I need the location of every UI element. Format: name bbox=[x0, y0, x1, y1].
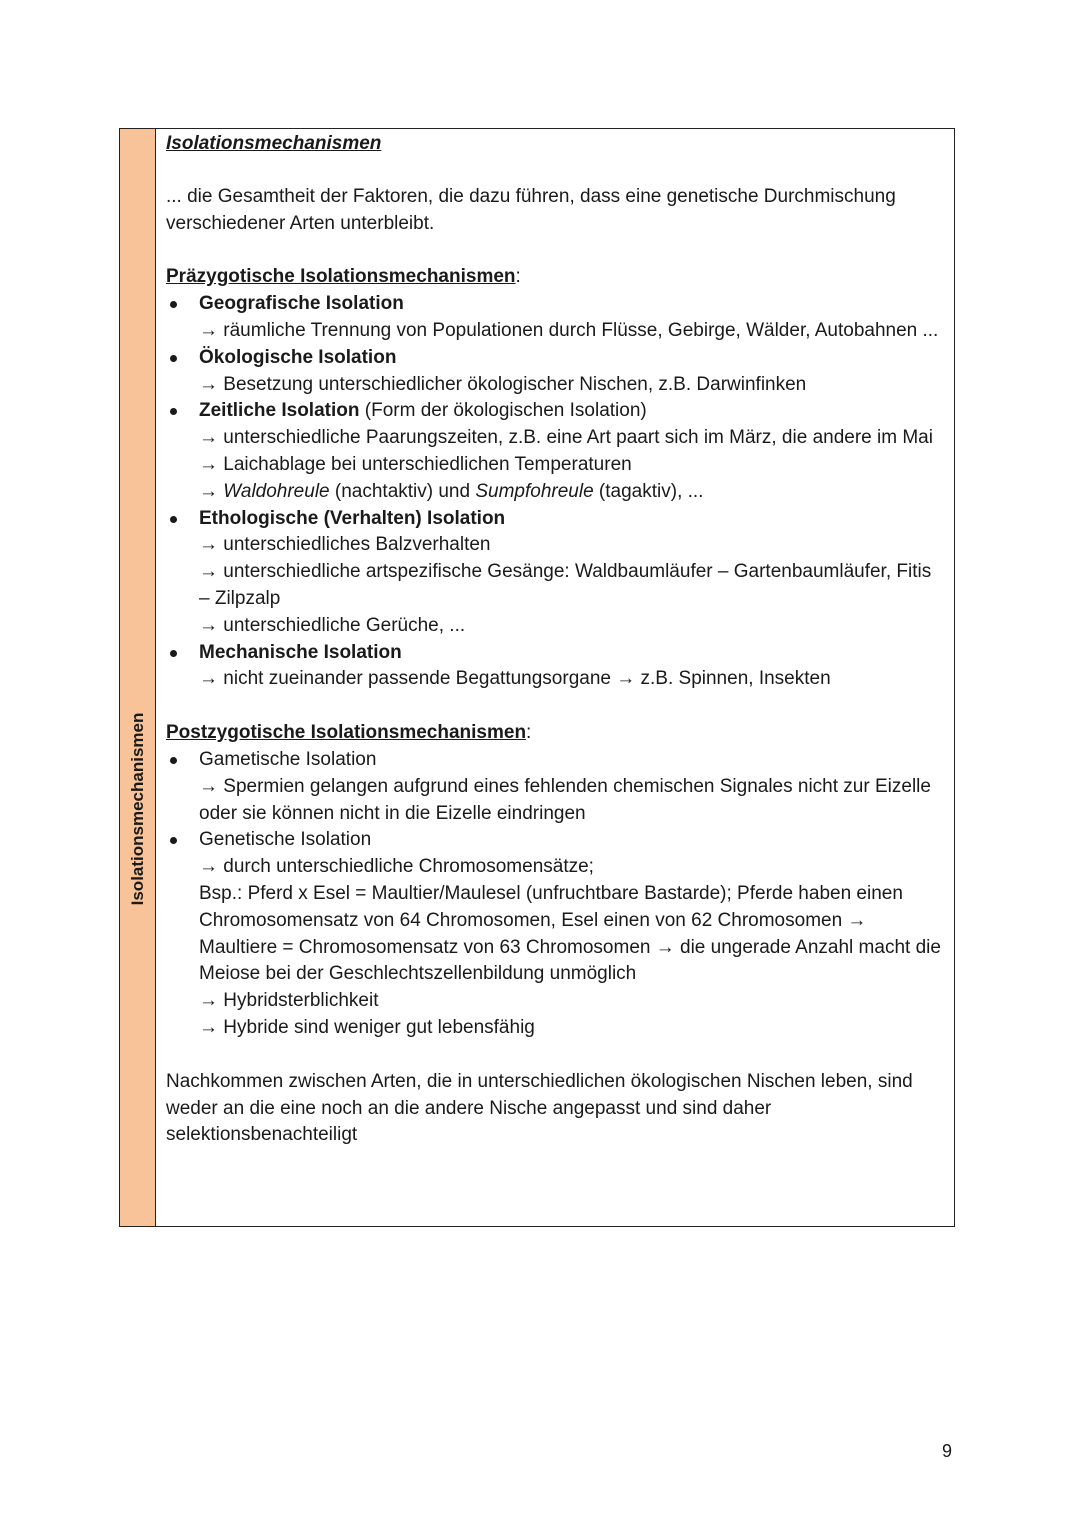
sidebar bbox=[120, 129, 156, 1226]
item-title: Mechanische Isolation bbox=[199, 641, 402, 663]
item-line: → unterschiedliches Balzverhalten bbox=[199, 534, 491, 556]
list-item-geografisch bbox=[166, 291, 944, 345]
item-line: → unterschiedliche Gerüche, ... bbox=[199, 614, 466, 636]
list-item-mechanisch bbox=[166, 640, 944, 694]
list-item-ethologisch bbox=[166, 506, 944, 640]
owl-end: (tagaktiv), ... bbox=[593, 480, 704, 502]
closing-text: Nachkommen zwischen Arten, die in unterschiedlichen ökologischen Nischen leben, sind weder an die eine noch an die andere Nische angepasst und sind daher selektionsbenachteiligt bbox=[166, 1070, 913, 1146]
list-item-zeitlich bbox=[166, 398, 944, 505]
species-waldohreule: Waldohreule bbox=[223, 480, 330, 502]
item-line: → nicht zueinander passende Begattungsorgane → z.B. Spinnen, Insekten bbox=[199, 668, 831, 690]
prezygotic-heading bbox=[166, 264, 944, 291]
owl-line bbox=[199, 479, 944, 506]
postzygotic-list bbox=[166, 747, 944, 1042]
owl-arrow: → bbox=[199, 480, 224, 502]
postzygotic-heading bbox=[166, 720, 944, 747]
intro-text: ... die Gesamtheit der Faktoren, die dazu führen, dass eine genetische Durchmischung verschiedener Arten unterbleibt. bbox=[166, 185, 896, 234]
page-number: 9 bbox=[942, 1441, 953, 1461]
item-line: → unterschiedliche artspezifische Gesänge: Waldbaumläufer – Gartenbaumläufer, Fitis – Zilpzalp bbox=[199, 561, 932, 609]
postzygotic-heading-text: Postzygotische Isolationsmechanismen bbox=[166, 722, 527, 744]
item-line: → unterschiedliche Paarungszeiten, z.B. eine Art paart sich im März, die andere im Mai bbox=[199, 427, 933, 449]
prezygotic-list bbox=[166, 291, 944, 693]
item-line: → Besetzung unterschiedlicher ökologischer Nischen, z.B. Darwinfinken bbox=[199, 373, 807, 395]
page-title: Isolationsmechanismen bbox=[166, 133, 382, 154]
prezygotic-heading-colon: : bbox=[515, 266, 521, 288]
item-line: → Spermien gelangen aufgrund eines fehlenden chemischen Signales nicht zur Eizelle oder sie können nicht in die Eizelle eindringen bbox=[199, 775, 931, 824]
list-item-oekologisch bbox=[166, 345, 944, 399]
prezygotic-heading-text: Präzygotische Isolationsmechanismen bbox=[166, 266, 516, 288]
item-line: Bsp.: Pferd x Esel = Maultier/Maulesel (unfruchtbare Bastarde); Pferde haben einen Chromosomensatz von 64 Chromosomen, Esel einen von 62 Chromosomen → Maultiere = Chromosomensatz von 63 Chromosomen → die ungerade Anzahl macht die Meiose bei der Geschlechtszellenbildung unmöglich bbox=[199, 882, 941, 985]
item-line: → Hybridsterblichkeit bbox=[199, 990, 379, 1012]
owl-mid: (nachtaktiv) und bbox=[329, 480, 476, 502]
item-line: → Hybride sind weniger gut lebensfähig bbox=[199, 1016, 535, 1038]
postzygotic-heading-colon: : bbox=[526, 722, 532, 744]
item-line: → Laichablage bei unterschiedlichen Temperaturen bbox=[199, 453, 632, 475]
item-line: → durch unterschiedliche Chromosomensätze; bbox=[199, 856, 594, 878]
main-content bbox=[156, 129, 954, 1226]
item-title: Genetische Isolation bbox=[199, 829, 372, 851]
sidebar-label: Isolationsmechanismen bbox=[127, 712, 147, 906]
item-title: Ökologische Isolation bbox=[199, 346, 397, 368]
item-title: Zeitliche Isolation bbox=[199, 400, 360, 422]
item-line: → räumliche Trennung von Populationen durch Flüsse, Gebirge, Wälder, Autobahnen ... bbox=[199, 319, 939, 341]
species-sumpfohreule: Sumpfohreule bbox=[475, 480, 594, 502]
item-title: Geografische Isolation bbox=[199, 293, 404, 315]
item-title: Gametische Isolation bbox=[199, 748, 377, 770]
list-item-genetisch bbox=[166, 827, 944, 1041]
item-title: Ethologische (Verhalten) Isolation bbox=[199, 507, 506, 529]
list-item-gametisch bbox=[166, 747, 944, 827]
content-box bbox=[119, 128, 955, 1227]
item-note: (Form der ökologischen Isolation) bbox=[359, 400, 647, 422]
